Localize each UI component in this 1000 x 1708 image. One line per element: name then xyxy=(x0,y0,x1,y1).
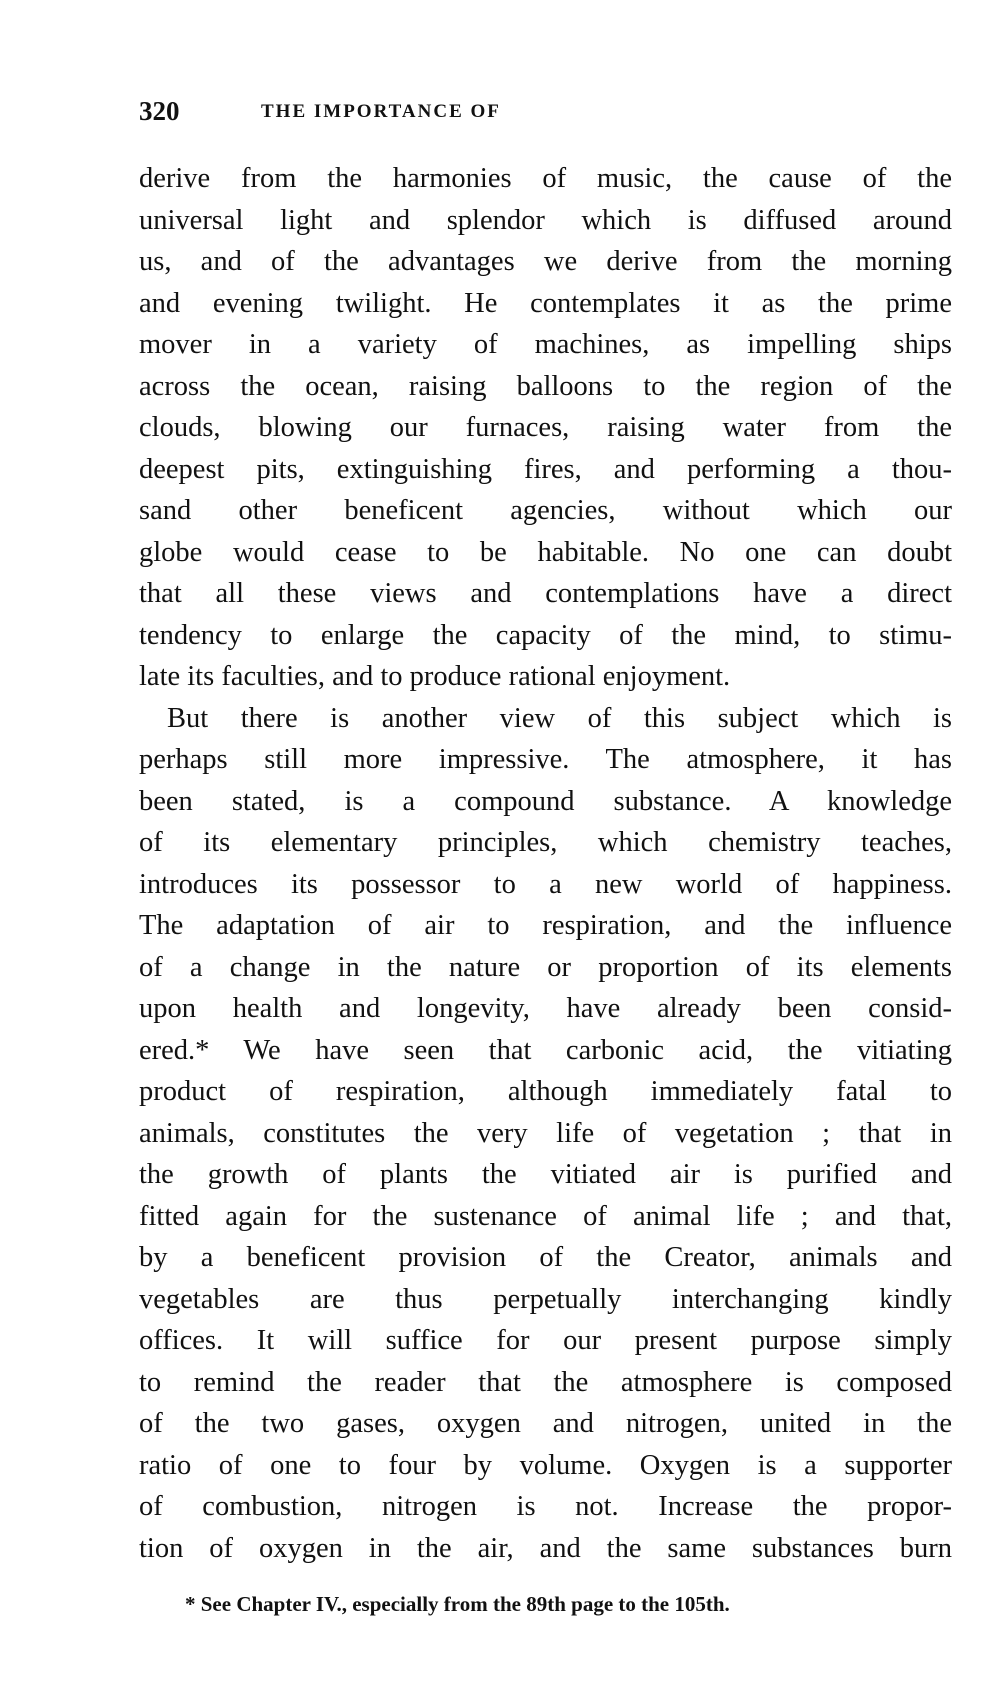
text-line: to remind the reader that the atmosphere is composed xyxy=(139,1366,952,1398)
text-line: late its faculties, and to produce rational enjoyment. xyxy=(139,661,731,692)
paragraph xyxy=(139,698,952,1570)
text-line: clouds, blowing our furnaces, raising water from the xyxy=(139,412,952,443)
text-line: tion of oxygen in the air, and the same substances burn xyxy=(139,1532,952,1564)
text-line: ered.* We have seen that carbonic acid, the vitiating xyxy=(139,1034,952,1066)
footnote: * See Chapter IV., especially from the 89th page to the 105th. xyxy=(185,1592,730,1616)
text-line: us, and of the advantages we derive from the morning xyxy=(139,246,952,277)
text-line: by a beneficent provision of the Creator, animals and xyxy=(139,1242,952,1273)
text-line: tendency to enlarge the capacity of the mind, to stimu- xyxy=(139,619,952,651)
text-line: universal light and splendor which is diffused around xyxy=(139,204,952,236)
running-header xyxy=(139,96,952,130)
text-line: and evening twilight. He contemplates it as the prime xyxy=(139,287,952,319)
body-text xyxy=(139,158,952,1569)
text-line: animals, constitutes the very life of vegetation ; that in xyxy=(139,1117,952,1149)
text-line: been stated, is a compound substance. A knowledge xyxy=(139,785,952,817)
text-line: fitted again for the sustenance of animal life ; and that, xyxy=(139,1200,952,1232)
text-line: The adaptation of air to respiration, and the influence xyxy=(139,910,952,941)
text-line: But there is another view of this subject which is xyxy=(167,702,952,734)
text-line: derive from the harmonies of music, the cause of the xyxy=(139,163,952,194)
text-line: across the ocean, raising balloons to the region of the xyxy=(139,370,952,402)
text-line: perhaps still more impressive. The atmosphere, it has xyxy=(139,744,952,775)
paragraph xyxy=(139,158,952,698)
text-line: sand other beneficent agencies, without which our xyxy=(139,495,952,526)
text-line: mover in a variety of machines, as impelling ships xyxy=(139,329,952,360)
page-number: 320 xyxy=(139,96,180,126)
text-line: that all these views and contemplations have a direct xyxy=(139,578,952,609)
text-line: product of respiration, although immediately fatal to xyxy=(139,1076,952,1107)
text-line: of combustion, nitrogen is not. Increase the propor- xyxy=(139,1491,952,1522)
text-line: deepest pits, extinguishing fires, and performing a thou- xyxy=(139,453,952,485)
text-line: offices. It will suffice for our present purpose simply xyxy=(139,1325,952,1356)
text-line: of its elementary principles, which chemistry teaches, xyxy=(139,827,952,858)
text-line: of a change in the nature or proportion of its elements xyxy=(139,951,952,983)
text-line: upon health and longevity, have already been consid- xyxy=(139,993,952,1024)
text-line: globe would cease to be habitable. No one can doubt xyxy=(139,536,952,568)
running-title: THE IMPORTANCE OF xyxy=(261,101,501,122)
text-line: introduces its possessor to a new world of happiness. xyxy=(139,868,952,900)
text-line: ratio of one to four by volume. Oxygen is a supporter xyxy=(139,1449,952,1481)
text-line: vegetables are thus perpetually interchanging kindly xyxy=(139,1283,952,1315)
text-line: of the two gases, oxygen and nitrogen, united in the xyxy=(139,1408,952,1439)
text-line: the growth of plants the vitiated air is purified and xyxy=(139,1159,952,1190)
